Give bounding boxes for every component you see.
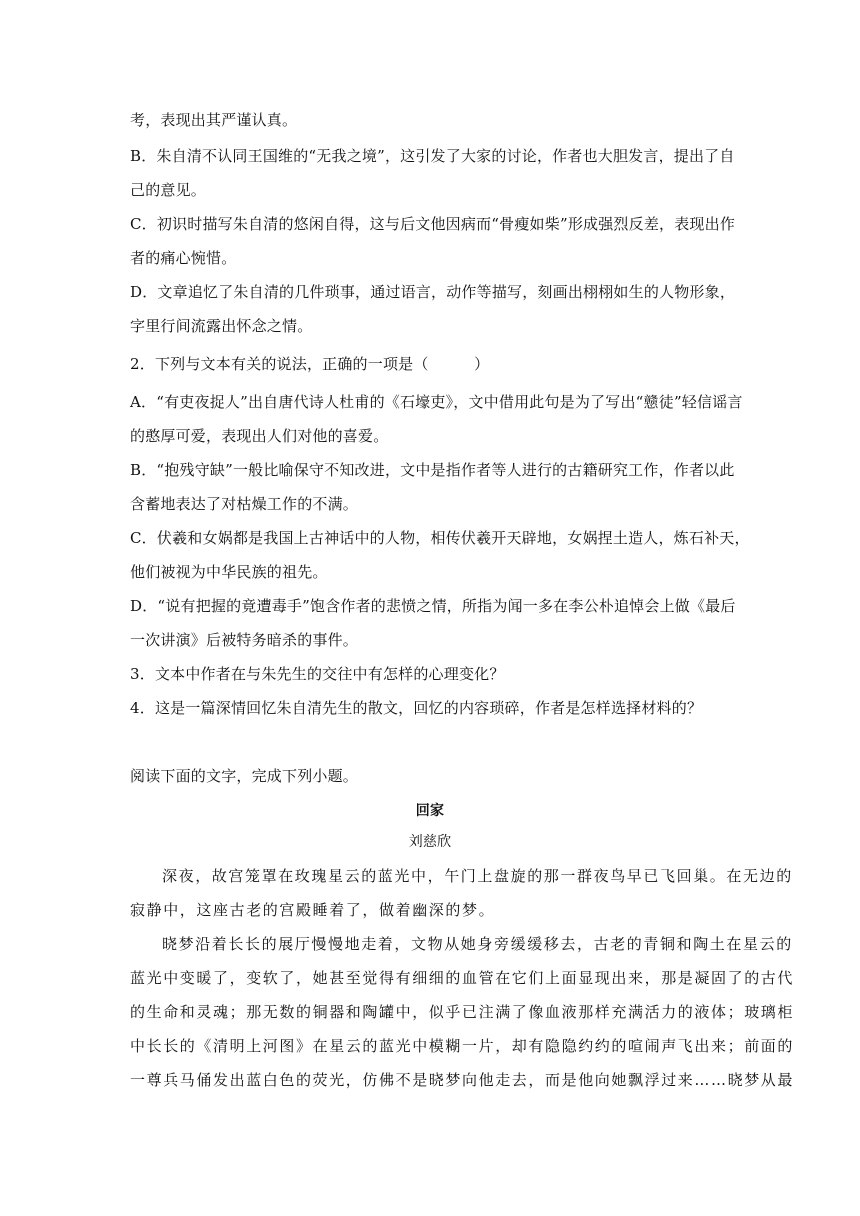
- q1-option-b-line1: B．朱自清不认同王国维的“无我之境”，这引发了大家的讨论，作者也大胆发言，提出了自: [130, 147, 735, 165]
- q2-stem: 2．下列与文本有关的说法，正确的一项是（ ）: [130, 355, 490, 373]
- q2-option-d-line2: 一次讲演》后被特务暗杀的事件。: [130, 631, 359, 649]
- passage-para2-line3: 的生命和灵魂；那无数的铜器和陶罐中，似乎已注满了像血液那样充满活力的液体；玻璃柜: [130, 1003, 795, 1021]
- q2-option-c-line1: C．伏羲和女娲都是我国上古神话中的人物，相传伏羲开天辟地，女娲捏土造人，炼石补天，: [130, 529, 750, 547]
- passage-title: 回家: [415, 803, 445, 819]
- q1-option-d-line1: D．文章追忆了朱自清的几件琐事，通过语言，动作等描写，刻画出栩栩如生的人物形象，: [130, 283, 736, 301]
- q1-option-c-line2: 者的痛心惋惜。: [130, 249, 237, 267]
- q2-option-b-line2: 含蓄地表达了对枯燥工作的不满。: [130, 495, 359, 513]
- reading-instruction: 阅读下面的文字，完成下列小题。: [130, 767, 359, 785]
- passage-para2-line5: 一尊兵马俑发出蓝白色的荧光，仿佛不是晓梦向他走去，而是他向她飘浮过来……晓梦从最: [130, 1071, 795, 1089]
- q2-option-a-line2: 的憨厚可爱，表现出人们对他的喜爱。: [130, 427, 389, 445]
- passage-para2-line1: 晓梦沿着长长的展厅慢慢地走着，文物从她身旁缓缓移去，古老的青铜和陶土在星云的: [162, 935, 793, 953]
- q1-option-a-tail: 考，表现出其严谨认真。: [130, 111, 298, 129]
- q1-option-d-line2: 字里行间流露出怀念之情。: [130, 317, 313, 335]
- q2-option-a-line1: A．“有吏夜捉人”出自唐代诗人杜甫的《石壕吏》，文中借用此句是为了写出“戆徒”轻信谣言: [130, 393, 743, 411]
- passage-para1-line1: 深夜，故宫笼罩在玫瑰星云的蓝光中，午门上盘旋的那一群夜鸟早已飞回巢。在无边的: [162, 867, 793, 885]
- q4-text: 4．这是一篇深情回忆朱自清先生的散文，回忆的内容琐碎，作者是怎样选择材料的？: [130, 699, 703, 717]
- q2-option-d-line1: D．“说有把握的竟遭毒手”饱含作者的悲愤之情，所指为闻一多在李公朴追悼会上做《最后: [130, 597, 736, 615]
- q1-option-b-line2: 己的意见。: [130, 181, 207, 199]
- q1-option-c-line1: C．初识时描写朱自清的悠闲自得，这与后文他因病而“骨瘦如柴”形成强烈反差，表现出作: [130, 215, 736, 233]
- q3-text: 3．文本中作者在与朱先生的交往中有怎样的心理变化？: [130, 665, 505, 683]
- q2-option-b-line1: B．“抱残守缺”一般比喻保守不知改进，文中是指作者等人进行的古籍研究工作，作者以此: [130, 461, 735, 479]
- passage-para1-line2: 寂静中，这座古老的宫殿睡着了，做着幽深的梦。: [130, 901, 496, 919]
- passage-author: 刘慈欣: [408, 834, 452, 850]
- passage-para2-line4: 中长长的《清明上河图》在星云的蓝光中模糊一片，却有隐隐约约的喧闹声飞出来；前面的: [130, 1037, 795, 1055]
- passage-para2-line2: 蓝光中变暖了，变软了，她甚至觉得有细细的血管在它们上面显现出来，那是凝固了的古代: [130, 969, 795, 987]
- q2-option-c-line2: 他们被视为中华民族的祖先。: [130, 563, 328, 581]
